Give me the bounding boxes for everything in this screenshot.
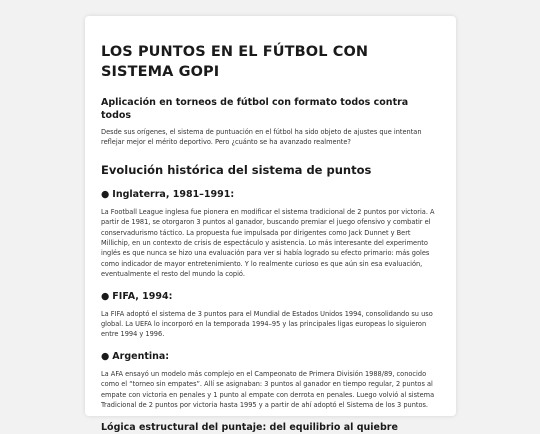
article-card [85, 16, 456, 433]
section-title: Evolución histórica del sistema de puntos [101, 162, 372, 177]
article-subtitle: Aplicación en torneos de fútbol con formato todos contra todos [101, 97, 409, 121]
item-heading-england [101, 188, 440, 201]
item-text-fifa: La FIFA adoptó el sistema de 3 puntos para el Mundial de Estados Unidos 1994, consolidando su uso global. La UEFA lo incorporó en la temporada 1994–95 y las principales ligas europeas lo siguieron entre 1994 y 1996. [101, 309, 433, 339]
bullet-icon: ● [101, 350, 110, 362]
bullet-icon: ● [101, 188, 110, 200]
item-heading-fifa [101, 290, 440, 303]
intro-paragraph: Desde sus orígenes, el sistema de puntuación en el fútbol ha sido objeto de ajustes que intentan reflejar mejor el mérito deportivo. Pero ¿cuánto se ha avanzado realmente? [101, 128, 422, 147]
item-heading-argentina [101, 350, 440, 363]
item-heading-text: Argentina: [112, 350, 170, 362]
item-text-argentina: La AFA ensayó un modelo más complejo en el Campeonato de Primera División 1988/89, conocido como el “torneo sin empates”. Allí se asignaban: 3 puntos al ganador en tiempo regular, 2 puntos al empate con victoria en penales y 1 punto al empate con derrota en penales. Luego volvió al sistema Tradicional de 2 puntos por victoria hasta 1995 y a partir de ahí adoptó el Sistema de los 3 puntos. [101, 369, 435, 410]
article-title: LOS PUNTOS EN EL FÚTBOL CON SISTEMA GOPI [101, 44, 369, 80]
next-section-title: Lógica estructural del puntaje: del equilibrio al quiebre [101, 421, 398, 433]
item-text-england: La Football League inglesa fue pionera en modificar el sistema tradicional de 2 puntos por victoria. A partir de 1981, se otorgaron 3 puntos al ganador, buscando premiar el juego ofensivo y combatir el conservadurismo táctico. La propuesta fue impulsada por dirigentes como Jack Dunnet y Bert Millichip, en un contexto de crisis de espectáculo y asistencia. Lo más interesante del experimento inglés es que nunca se hizo una evaluación para ver si había logrado su efecto primario: más goles como indicador de mayor entretenimiento. Y lo realmente curioso es que aún sin esa evaluación, eventualmente el resto del mundo la copió. [101, 207, 435, 279]
item-heading-text: FIFA, 1994: [112, 290, 173, 302]
bullet-icon: ● [101, 290, 110, 302]
item-heading-text: Inglaterra, 1981–1991: [112, 188, 235, 200]
